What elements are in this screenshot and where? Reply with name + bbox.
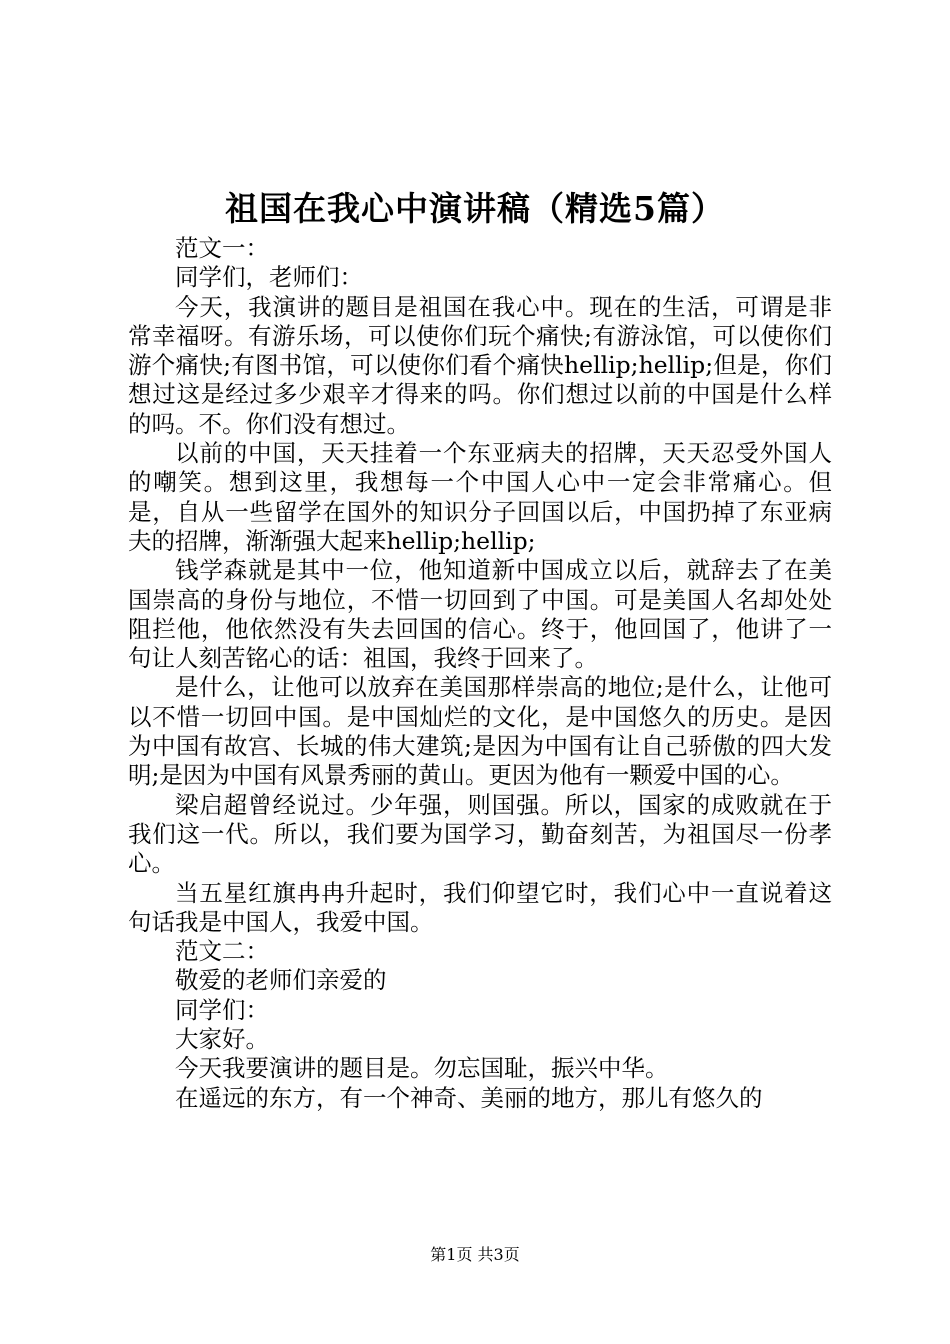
paragraph-heading-2: 范文二：	[175, 937, 269, 966]
paragraph: 今天我要演讲的题目是。勿忘国耻，振兴中华。	[175, 1054, 669, 1083]
paragraph-greeting-2b: 同学们：	[175, 995, 269, 1024]
paragraph-greeting-1: 同学们，老师们：	[175, 263, 363, 292]
paragraph: 大家好。	[175, 1025, 269, 1054]
document-title: 祖国在我心中演讲稿（精选5篇）	[225, 189, 725, 228]
paragraph: 梁启超曾经说过。少年强，则国强。所以，国家的成败就在于我们这一代。所以，我们要为国学习，勤奋刻苦，为祖国尽一份孝心。	[128, 790, 832, 878]
paragraph: 钱学森就是其中一位，他知道新中国成立以后，就辞去了在美国崇高的身份与地位，不惜一切回到了中国。可是美国人名却处处阻拦他，他依然没有失去回国的信心。终于，他回国了，他讲了一句让人刻苦铭心的话：祖国，我终于回来了。	[128, 556, 832, 673]
paragraph-heading-1: 范文一：	[175, 234, 269, 262]
paragraph: 当五星红旗冉冉升起时，我们仰望它时，我们心中一直说着这句话我是中国人，我爱中国。	[128, 878, 832, 936]
page-footer: 第1页 共3页	[430, 1245, 520, 1264]
paragraph: 是什么，让他可以放弃在美国那样崇高的地位;是什么，让他可以不惜一切回中国。是中国灿烂的文化，是中国悠久的历史。是因为中国有故宫、长城的伟大建筑;是因为中国有让自己骄傲的四大发明;是因为中国有风景秀丽的黄山。更因为他有一颗爱中国的心。	[128, 673, 832, 790]
document-body	[128, 234, 832, 1113]
paragraph-greeting-2a: 敬爱的老师们亲爱的	[175, 966, 387, 995]
paragraph: 在遥远的东方，有一个神奇、美丽的地方，那儿有悠久的	[175, 1083, 763, 1112]
paragraph: 今天，我演讲的题目是祖国在我心中。现在的生活，可谓是非常幸福呀。有游乐场，可以使你们玩个痛快;有游泳馆，可以使你们游个痛快;有图书馆，可以使你们看个痛快hellip;hellip;但是，你们想过这是经过多少艰辛才得来的吗。你们想过以前的中国是什么样的吗。不。你们没有想过。	[128, 292, 832, 438]
paragraph: 以前的中国，天天挂着一个东亚病夫的招牌，天天忍受外国人的嘲笑。想到这里，我想每一个中国人心中一定会非常痛心。但是，自从一些留学在国外的知识分子回国以后，中国扔掉了东亚病夫的招牌，渐渐强大起来hellip;hellip;	[128, 439, 832, 555]
